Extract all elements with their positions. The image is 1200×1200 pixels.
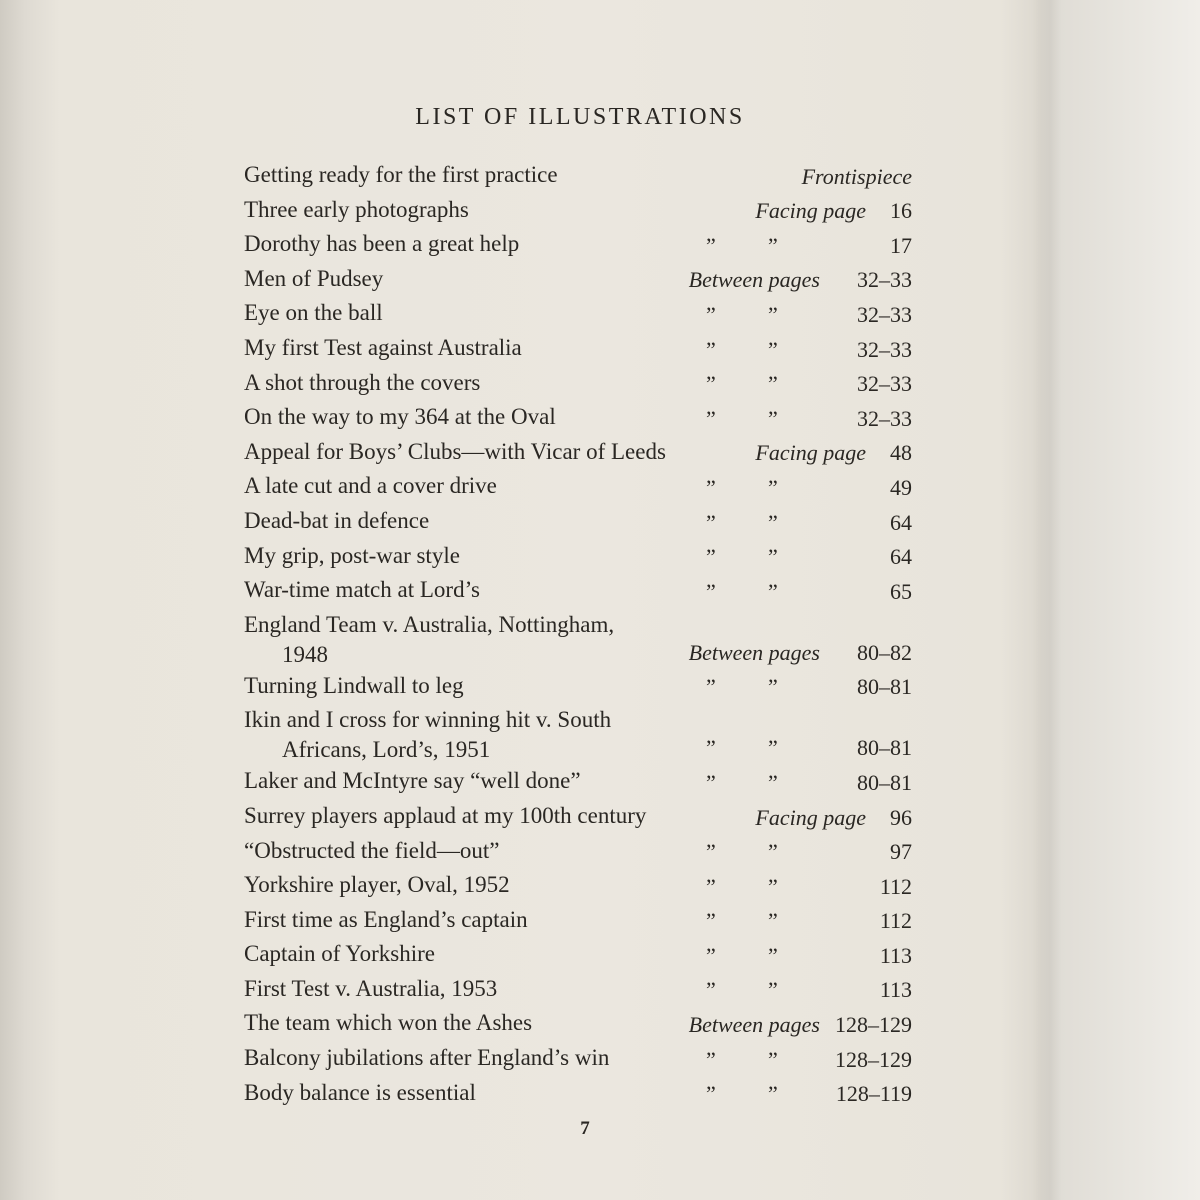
list-item	[244, 939, 912, 974]
page-reference	[672, 163, 912, 191]
illustration-caption	[244, 298, 383, 328]
caption-line: Ikin and I cross for winning hit v. South	[244, 707, 612, 733]
ditto-mark: ”	[768, 1046, 778, 1072]
page-number-ref: 128–119	[835, 1081, 912, 1107]
page-reference	[672, 873, 912, 901]
list-item	[244, 1008, 912, 1043]
caption-continuation: Africans, Lord’s, 1951	[282, 737, 491, 763]
caption-line: Captain of Yorkshire	[244, 941, 436, 967]
page-number-ref: 112	[879, 908, 912, 934]
illustration-caption	[244, 905, 528, 935]
list-item	[244, 766, 912, 801]
list-item	[244, 801, 912, 836]
page-number-ref: 113	[879, 977, 912, 1003]
caption-line: Surrey players applaud at my 100th century	[244, 802, 647, 828]
caption-line: Appeal for Boys’ Clubs—with Vicar of Leeds	[244, 438, 666, 464]
list-item	[244, 471, 912, 506]
page-number-ref: 80–81	[857, 735, 912, 761]
illustration-caption	[244, 368, 480, 398]
ditto-mark: ”	[706, 674, 716, 700]
page-reference	[672, 769, 912, 797]
caption-line: First Test v. Australia, 1953	[244, 975, 498, 1001]
page-number-ref: 64	[890, 509, 912, 535]
page-number-ref: 32–33	[857, 405, 912, 431]
caption-line: The team which won the Ashes	[244, 1010, 533, 1036]
ditto-mark: ”	[706, 371, 716, 397]
list-item	[244, 1043, 912, 1078]
list-item	[244, 298, 912, 333]
illustration-caption	[244, 974, 497, 1004]
ditto-mark: ”	[706, 977, 716, 1003]
caption-line: Laker and McIntyre say “well done”	[244, 768, 581, 794]
list-item	[244, 229, 912, 264]
list-item	[244, 974, 912, 1009]
reference-label: Between pages	[688, 267, 820, 293]
reference-label: Frontispiece	[801, 163, 912, 189]
ditto-mark: ”	[768, 336, 778, 362]
ditto-mark: ”	[768, 474, 778, 500]
reference-label: Facing page	[755, 440, 866, 466]
page-reference	[672, 336, 912, 364]
illustration-caption	[244, 195, 469, 225]
list-item	[244, 705, 912, 766]
ditto-mark: ”	[768, 405, 778, 431]
ditto-mark: ”	[706, 942, 716, 968]
page-reference	[672, 1080, 912, 1108]
caption-line: Dorothy has been a great help	[244, 231, 520, 257]
ditto-mark: ”	[768, 908, 778, 934]
illustration-caption	[244, 671, 464, 701]
caption-line: War-time match at Lord’s	[244, 577, 480, 603]
page-number-ref: 49	[890, 474, 912, 500]
reference-label: Between pages	[688, 639, 820, 665]
page-number-ref: 80–81	[857, 674, 912, 700]
ditto-mark: ”	[706, 474, 716, 500]
list-item	[244, 905, 912, 940]
ditto-mark: ”	[706, 839, 716, 865]
caption-line: A shot through the covers	[244, 369, 481, 395]
page-reference	[672, 942, 912, 970]
page-reference	[672, 1046, 912, 1074]
page-number-ref: 80–81	[857, 769, 912, 795]
caption-line: Getting ready for the first practice	[244, 162, 558, 187]
page-reference	[672, 543, 912, 571]
ditto-mark: ”	[706, 908, 716, 934]
ditto-mark: ”	[768, 578, 778, 604]
page-number-ref: 80–82	[857, 639, 912, 665]
list-item	[244, 264, 912, 299]
list-item	[244, 506, 912, 541]
reference-label: Facing page	[755, 804, 866, 830]
ditto-mark: ”	[706, 873, 716, 899]
ditto-mark: ”	[768, 942, 778, 968]
page-number-ref: 97	[890, 839, 912, 865]
caption-line: Turning Lindwall to leg	[244, 672, 464, 698]
list-item	[244, 836, 912, 871]
ditto-mark: ”	[768, 301, 778, 327]
page-reference	[672, 1011, 912, 1039]
ditto-mark: ”	[706, 509, 716, 535]
page-number-ref: 32–33	[857, 371, 912, 397]
list-item	[244, 333, 912, 368]
ditto-mark: ”	[706, 336, 716, 362]
page-reference	[672, 734, 912, 762]
caption-line: Dead-bat in defence	[244, 507, 430, 533]
page-reference	[672, 804, 912, 832]
ditto-mark: ”	[768, 544, 778, 570]
list-item	[244, 870, 912, 905]
page-reference	[672, 838, 912, 866]
illustration-caption	[244, 333, 522, 363]
page-reference	[672, 301, 912, 329]
illustration-caption	[244, 575, 480, 605]
illustration-caption	[244, 766, 581, 796]
page-reference	[672, 578, 912, 606]
page-number-ref: 32–33	[857, 301, 912, 327]
caption-line: “Obstructed the field—out”	[244, 837, 500, 863]
page-reference	[672, 639, 912, 667]
caption-line: Balcony jubilations after England’s win	[244, 1045, 610, 1071]
ditto-mark: ”	[706, 769, 716, 795]
illustrations-list	[244, 160, 912, 1112]
page-reference	[672, 509, 912, 537]
ditto-mark: ”	[706, 735, 716, 761]
page-number-ref: 128–129	[835, 1046, 912, 1072]
ditto-mark: ”	[706, 301, 716, 327]
ditto-mark: ”	[768, 371, 778, 397]
ditto-mark: ”	[706, 232, 716, 258]
list-item	[244, 402, 912, 437]
illustration-caption	[244, 160, 558, 190]
ditto-mark: ”	[768, 977, 778, 1003]
page-reference	[672, 405, 912, 433]
illustration-caption	[244, 801, 646, 831]
illustration-caption	[244, 939, 435, 969]
page-number-ref: 112	[879, 873, 912, 899]
page-number-ref: 128–129	[835, 1012, 912, 1038]
page-number-ref: 16	[890, 198, 912, 224]
illustration-caption	[244, 610, 614, 670]
ditto-mark: ”	[706, 578, 716, 604]
caption-line: England Team v. Australia, Nottingham,	[244, 611, 615, 637]
caption-continuation: 1948	[282, 641, 328, 667]
caption-line: My first Test against Australia	[244, 334, 522, 360]
list-item	[244, 541, 912, 576]
caption-line: My grip, post-war style	[244, 542, 460, 568]
ditto-mark: ”	[706, 405, 716, 431]
page-number-ref: 32–33	[857, 336, 912, 362]
illustration-caption	[244, 1043, 609, 1073]
illustration-caption	[244, 836, 499, 866]
illustration-caption	[244, 402, 556, 432]
page-number-ref: 113	[879, 942, 912, 968]
illustration-caption	[244, 506, 429, 536]
illustration-caption	[244, 229, 519, 259]
page-reference	[672, 673, 912, 701]
ditto-mark: ”	[768, 873, 778, 899]
illustration-caption	[244, 705, 611, 765]
page-reference	[672, 474, 912, 502]
ditto-mark: ”	[768, 674, 778, 700]
list-item	[244, 610, 912, 671]
ditto-mark: ”	[768, 839, 778, 865]
page-number-ref: 32–33	[857, 267, 912, 293]
ditto-mark: ”	[768, 769, 778, 795]
list-item	[244, 368, 912, 403]
list-item	[244, 575, 912, 610]
ditto-mark: ”	[706, 544, 716, 570]
illustration-caption	[244, 264, 383, 294]
reference-label: Between pages	[688, 1012, 820, 1038]
page-number: 7	[580, 1118, 590, 1139]
illustration-caption	[244, 870, 510, 900]
illustration-caption	[244, 1078, 476, 1108]
ditto-mark: ”	[768, 232, 778, 258]
page-number-ref: 65	[890, 578, 912, 604]
page-gutter-shadow	[1032, 0, 1062, 1200]
page-number-ref: 96	[890, 804, 912, 830]
page-title: LIST OF ILLUSTRATIONS	[415, 104, 745, 130]
list-item	[244, 195, 912, 230]
ditto-mark: ”	[768, 1081, 778, 1107]
caption-line: Eye on the ball	[244, 300, 383, 326]
page-reference	[672, 907, 912, 935]
page-reference	[672, 976, 912, 1004]
illustration-caption	[244, 437, 666, 467]
caption-line: On the way to my 364 at the Oval	[244, 404, 556, 430]
list-item	[244, 671, 912, 706]
list-item	[244, 437, 912, 472]
page-number-ref: 48	[890, 440, 912, 466]
illustration-caption	[244, 541, 460, 571]
ditto-mark: ”	[706, 1081, 716, 1107]
page-number-ref: 64	[890, 544, 912, 570]
caption-line: First time as England’s captain	[244, 906, 528, 932]
list-item	[244, 160, 912, 195]
page-number-ref: 17	[890, 232, 912, 258]
ditto-mark: ”	[768, 509, 778, 535]
caption-line: Body balance is essential	[244, 1079, 476, 1105]
page-reference	[672, 439, 912, 467]
caption-line: Yorkshire player, Oval, 1952	[244, 872, 510, 898]
page-reference	[672, 370, 912, 398]
caption-line: Three early photographs	[244, 196, 469, 222]
illustration-caption	[244, 471, 497, 501]
illustration-caption	[244, 1008, 532, 1038]
caption-line: A late cut and a cover drive	[244, 473, 497, 499]
ditto-mark: ”	[706, 1046, 716, 1072]
page-reference	[672, 197, 912, 225]
ditto-mark: ”	[768, 735, 778, 761]
page-reference	[672, 232, 912, 260]
page-reference	[672, 266, 912, 294]
list-item	[244, 1078, 912, 1113]
reference-label: Facing page	[755, 198, 866, 224]
caption-line: Men of Pudsey	[244, 265, 384, 291]
